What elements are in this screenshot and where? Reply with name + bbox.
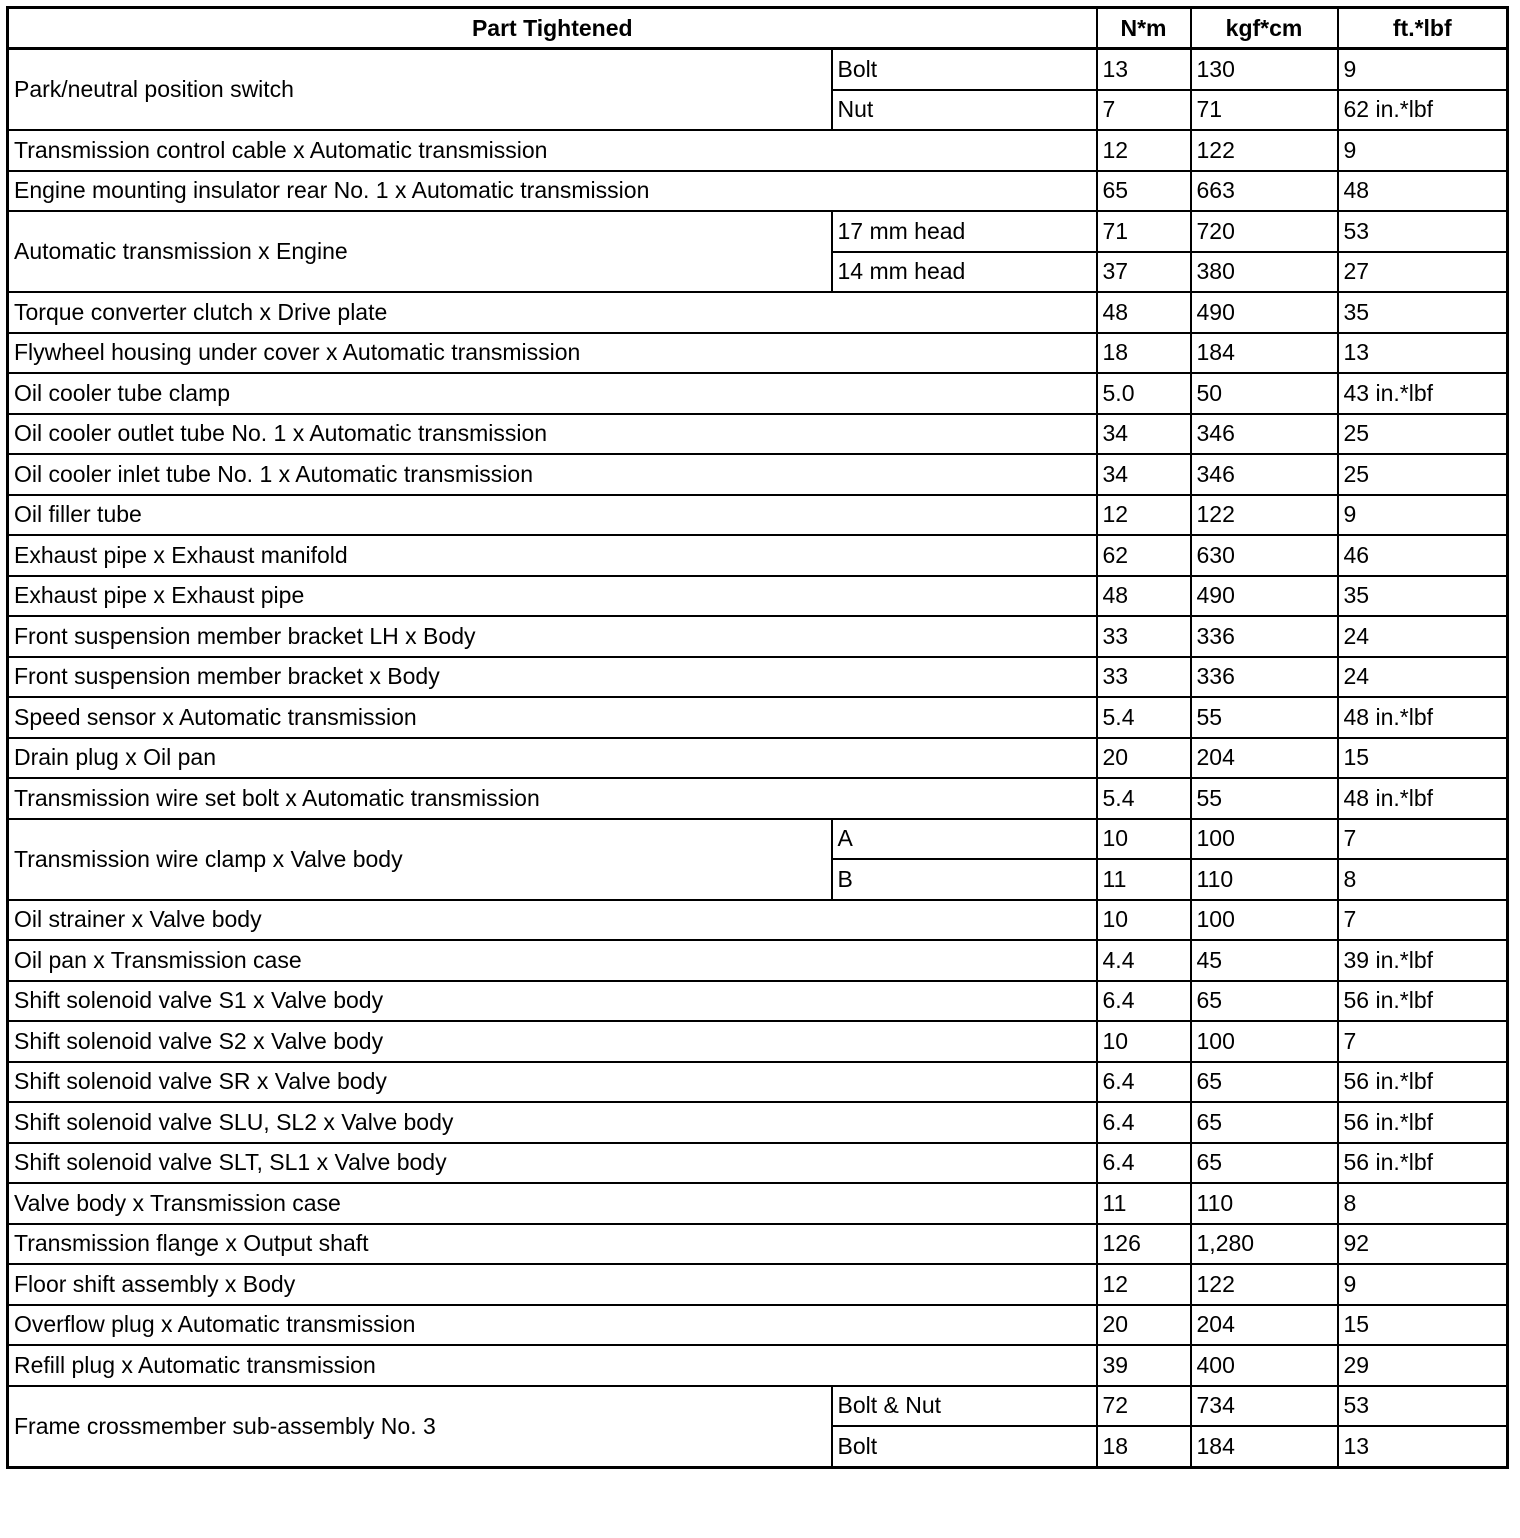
nm-value-cell: 65 (1097, 171, 1191, 212)
kgf-value-cell: 122 (1191, 1264, 1338, 1305)
table-row (8, 292, 1508, 333)
header-kgf-cm: kgf*cm (1191, 8, 1338, 49)
ft-value-cell: 56 in.*lbf (1338, 1062, 1508, 1103)
table-row (8, 981, 1508, 1022)
ft-value-cell: 27 (1338, 252, 1508, 293)
part-name-cell: Shift solenoid valve S2 x Valve body (8, 1021, 1097, 1062)
nm-value-cell: 71 (1097, 211, 1191, 252)
kgf-value-cell: 184 (1191, 1426, 1338, 1467)
kgf-value-cell: 400 (1191, 1345, 1338, 1386)
table-row (8, 1062, 1508, 1103)
part-name-cell: Floor shift assembly x Body (8, 1264, 1097, 1305)
ft-value-cell: 24 (1338, 616, 1508, 657)
table-row (8, 171, 1508, 212)
nm-value-cell: 126 (1097, 1224, 1191, 1265)
ft-value-cell: 13 (1338, 333, 1508, 374)
kgf-value-cell: 65 (1191, 1143, 1338, 1184)
torque-specification-table (6, 6, 1509, 1469)
nm-value-cell: 48 (1097, 576, 1191, 617)
kgf-value-cell: 734 (1191, 1386, 1338, 1427)
ft-value-cell: 35 (1338, 576, 1508, 617)
header-nm: N*m (1097, 8, 1191, 49)
part-name-cell: Speed sensor x Automatic transmission (8, 697, 1097, 738)
part-name-cell: Front suspension member bracket x Body (8, 657, 1097, 698)
nm-value-cell: 18 (1097, 333, 1191, 374)
kgf-value-cell: 71 (1191, 90, 1338, 131)
kgf-value-cell: 720 (1191, 211, 1338, 252)
nm-value-cell: 4.4 (1097, 940, 1191, 981)
table-row (8, 1345, 1508, 1386)
kgf-value-cell: 100 (1191, 819, 1338, 860)
table-row (8, 1021, 1508, 1062)
table-row (8, 616, 1508, 657)
table-row (8, 130, 1508, 171)
part-name-cell: Refill plug x Automatic transmission (8, 1345, 1097, 1386)
table-row (8, 373, 1508, 414)
ft-value-cell: 15 (1338, 1305, 1508, 1346)
kgf-value-cell: 122 (1191, 130, 1338, 171)
nm-value-cell: 62 (1097, 535, 1191, 576)
kgf-value-cell: 663 (1191, 171, 1338, 212)
ft-value-cell: 8 (1338, 859, 1508, 900)
ft-value-cell: 8 (1338, 1183, 1508, 1224)
kgf-value-cell: 122 (1191, 495, 1338, 536)
table-row (8, 576, 1508, 617)
fastener-cell: Nut (832, 90, 1097, 131)
ft-value-cell: 9 (1338, 49, 1508, 90)
fastener-cell: 17 mm head (832, 211, 1097, 252)
part-name-cell: Frame crossmember sub-assembly No. 3 (8, 1386, 832, 1468)
table-row (8, 778, 1508, 819)
ft-value-cell: 39 in.*lbf (1338, 940, 1508, 981)
kgf-value-cell: 490 (1191, 292, 1338, 333)
kgf-value-cell: 184 (1191, 333, 1338, 374)
nm-value-cell: 33 (1097, 657, 1191, 698)
fastener-cell: A (832, 819, 1097, 860)
table-row (8, 1143, 1508, 1184)
ft-value-cell: 25 (1338, 454, 1508, 495)
nm-value-cell: 7 (1097, 90, 1191, 131)
ft-value-cell: 53 (1338, 211, 1508, 252)
ft-value-cell: 29 (1338, 1345, 1508, 1386)
part-name-cell: Oil cooler tube clamp (8, 373, 1097, 414)
nm-value-cell: 12 (1097, 1264, 1191, 1305)
part-name-cell: Oil pan x Transmission case (8, 940, 1097, 981)
fastener-cell: 14 mm head (832, 252, 1097, 293)
ft-value-cell: 62 in.*lbf (1338, 90, 1508, 131)
nm-value-cell: 72 (1097, 1386, 1191, 1427)
kgf-value-cell: 490 (1191, 576, 1338, 617)
nm-value-cell: 5.4 (1097, 778, 1191, 819)
nm-value-cell: 12 (1097, 495, 1191, 536)
nm-value-cell: 11 (1097, 1183, 1191, 1224)
kgf-value-cell: 346 (1191, 454, 1338, 495)
ft-value-cell: 46 (1338, 535, 1508, 576)
kgf-value-cell: 630 (1191, 535, 1338, 576)
ft-value-cell: 56 in.*lbf (1338, 1143, 1508, 1184)
kgf-value-cell: 110 (1191, 859, 1338, 900)
ft-value-cell: 48 in.*lbf (1338, 778, 1508, 819)
nm-value-cell: 34 (1097, 414, 1191, 455)
nm-value-cell: 5.4 (1097, 697, 1191, 738)
part-name-cell: Exhaust pipe x Exhaust manifold (8, 535, 1097, 576)
table-row (8, 1386, 1508, 1427)
kgf-value-cell: 50 (1191, 373, 1338, 414)
kgf-value-cell: 100 (1191, 900, 1338, 941)
nm-value-cell: 18 (1097, 1426, 1191, 1467)
table-body (8, 49, 1508, 1468)
nm-value-cell: 33 (1097, 616, 1191, 657)
table-row (8, 454, 1508, 495)
part-name-cell: Transmission flange x Output shaft (8, 1224, 1097, 1265)
table-row (8, 495, 1508, 536)
kgf-value-cell: 65 (1191, 981, 1338, 1022)
table-row (8, 1224, 1508, 1265)
ft-value-cell: 13 (1338, 1426, 1508, 1467)
ft-value-cell: 7 (1338, 819, 1508, 860)
part-name-cell: Shift solenoid valve S1 x Valve body (8, 981, 1097, 1022)
part-name-cell: Transmission wire set bolt x Automatic transmission (8, 778, 1097, 819)
table-row (8, 211, 1508, 252)
ft-value-cell: 48 in.*lbf (1338, 697, 1508, 738)
ft-value-cell: 9 (1338, 495, 1508, 536)
kgf-value-cell: 336 (1191, 616, 1338, 657)
kgf-value-cell: 1,280 (1191, 1224, 1338, 1265)
nm-value-cell: 20 (1097, 738, 1191, 779)
nm-value-cell: 39 (1097, 1345, 1191, 1386)
nm-value-cell: 10 (1097, 819, 1191, 860)
nm-value-cell: 6.4 (1097, 1102, 1191, 1143)
nm-value-cell: 10 (1097, 1021, 1191, 1062)
ft-value-cell: 24 (1338, 657, 1508, 698)
kgf-value-cell: 45 (1191, 940, 1338, 981)
ft-value-cell: 43 in.*lbf (1338, 373, 1508, 414)
nm-value-cell: 6.4 (1097, 981, 1191, 1022)
part-name-cell: Torque converter clutch x Drive plate (8, 292, 1097, 333)
table-row (8, 657, 1508, 698)
part-name-cell: Oil filler tube (8, 495, 1097, 536)
table-row (8, 819, 1508, 860)
table-row (8, 697, 1508, 738)
part-name-cell: Overflow plug x Automatic transmission (8, 1305, 1097, 1346)
table-row (8, 49, 1508, 90)
ft-value-cell: 25 (1338, 414, 1508, 455)
nm-value-cell: 10 (1097, 900, 1191, 941)
nm-value-cell: 11 (1097, 859, 1191, 900)
table-row (8, 333, 1508, 374)
part-name-cell: Exhaust pipe x Exhaust pipe (8, 576, 1097, 617)
part-name-cell: Engine mounting insulator rear No. 1 x Automatic transmission (8, 171, 1097, 212)
table-row (8, 1183, 1508, 1224)
kgf-value-cell: 55 (1191, 778, 1338, 819)
kgf-value-cell: 65 (1191, 1062, 1338, 1103)
kgf-value-cell: 55 (1191, 697, 1338, 738)
ft-value-cell: 35 (1338, 292, 1508, 333)
ft-value-cell: 48 (1338, 171, 1508, 212)
table-row (8, 1102, 1508, 1143)
part-name-cell: Shift solenoid valve SLU, SL2 x Valve body (8, 1102, 1097, 1143)
fastener-cell: Bolt (832, 1426, 1097, 1467)
part-name-cell: Valve body x Transmission case (8, 1183, 1097, 1224)
nm-value-cell: 37 (1097, 252, 1191, 293)
ft-value-cell: 15 (1338, 738, 1508, 779)
part-name-cell: Oil cooler outlet tube No. 1 x Automatic transmission (8, 414, 1097, 455)
table-row (8, 1264, 1508, 1305)
ft-value-cell: 56 in.*lbf (1338, 981, 1508, 1022)
nm-value-cell: 48 (1097, 292, 1191, 333)
table-row (8, 1305, 1508, 1346)
part-name-cell: Front suspension member bracket LH x Body (8, 616, 1097, 657)
table-row (8, 535, 1508, 576)
fastener-cell: Bolt (832, 49, 1097, 90)
ft-value-cell: 7 (1338, 1021, 1508, 1062)
part-name-cell: Oil cooler inlet tube No. 1 x Automatic transmission (8, 454, 1097, 495)
part-name-cell: Flywheel housing under cover x Automatic transmission (8, 333, 1097, 374)
header-ft-lbf: ft.*lbf (1338, 8, 1508, 49)
ft-value-cell: 9 (1338, 130, 1508, 171)
kgf-value-cell: 65 (1191, 1102, 1338, 1143)
ft-value-cell: 56 in.*lbf (1338, 1102, 1508, 1143)
nm-value-cell: 20 (1097, 1305, 1191, 1346)
part-name-cell: Transmission control cable x Automatic transmission (8, 130, 1097, 171)
table-header-row (8, 8, 1508, 49)
table-row (8, 414, 1508, 455)
part-name-cell: Oil strainer x Valve body (8, 900, 1097, 941)
kgf-value-cell: 110 (1191, 1183, 1338, 1224)
nm-value-cell: 12 (1097, 130, 1191, 171)
ft-value-cell: 9 (1338, 1264, 1508, 1305)
kgf-value-cell: 336 (1191, 657, 1338, 698)
nm-value-cell: 6.4 (1097, 1143, 1191, 1184)
kgf-value-cell: 346 (1191, 414, 1338, 455)
kgf-value-cell: 204 (1191, 1305, 1338, 1346)
nm-value-cell: 13 (1097, 49, 1191, 90)
table-row (8, 738, 1508, 779)
nm-value-cell: 5.0 (1097, 373, 1191, 414)
fastener-cell: B (832, 859, 1097, 900)
part-name-cell: Park/neutral position switch (8, 49, 832, 131)
nm-value-cell: 34 (1097, 454, 1191, 495)
nm-value-cell: 6.4 (1097, 1062, 1191, 1103)
part-name-cell: Shift solenoid valve SR x Valve body (8, 1062, 1097, 1103)
part-name-cell: Drain plug x Oil pan (8, 738, 1097, 779)
fastener-cell: Bolt & Nut (832, 1386, 1097, 1427)
ft-value-cell: 7 (1338, 900, 1508, 941)
kgf-value-cell: 204 (1191, 738, 1338, 779)
table-row (8, 900, 1508, 941)
kgf-value-cell: 130 (1191, 49, 1338, 90)
part-name-cell: Transmission wire clamp x Valve body (8, 819, 832, 900)
kgf-value-cell: 100 (1191, 1021, 1338, 1062)
header-part-tightened: Part Tightened (8, 8, 1097, 49)
part-name-cell: Shift solenoid valve SLT, SL1 x Valve body (8, 1143, 1097, 1184)
kgf-value-cell: 380 (1191, 252, 1338, 293)
ft-value-cell: 53 (1338, 1386, 1508, 1427)
table-row (8, 940, 1508, 981)
part-name-cell: Automatic transmission x Engine (8, 211, 832, 292)
ft-value-cell: 92 (1338, 1224, 1508, 1265)
